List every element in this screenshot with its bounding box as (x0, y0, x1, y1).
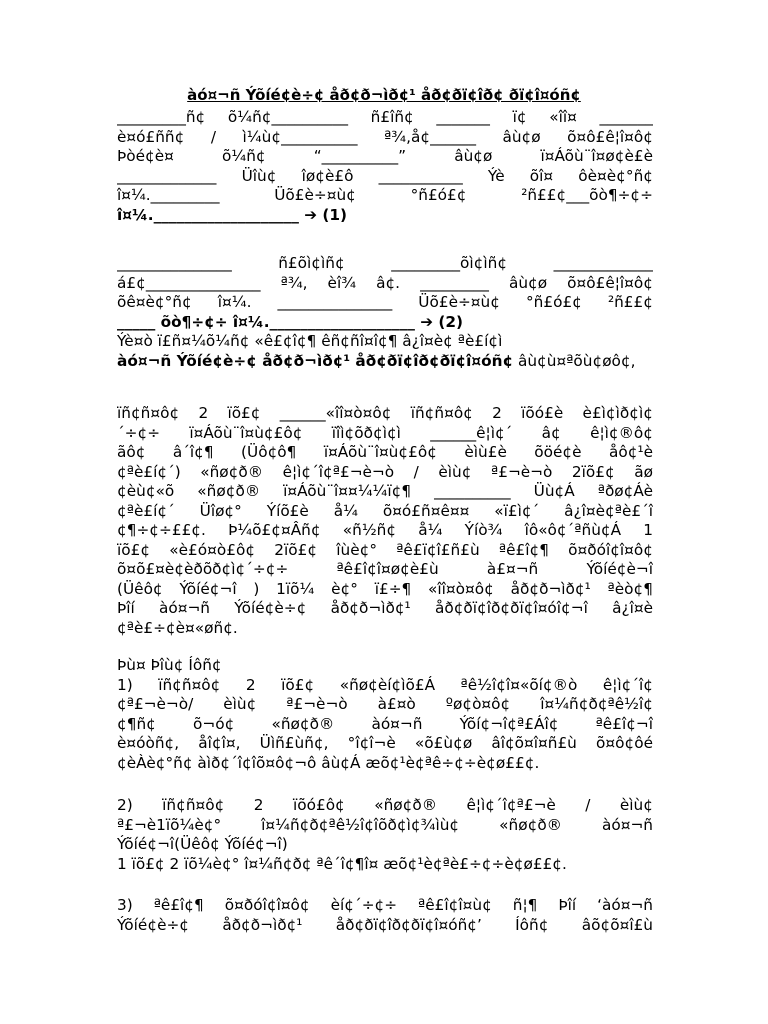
text-line: 3) ªê£î¢¶ õ¤ðóî¢î¤ô¢ èí¢´÷¢÷ ªê£î¢î¤ù¢ ñ¦¶ Þîí ‘àó¤¬ñ (117, 896, 653, 914)
section-block (117, 656, 653, 773)
text-line: ´÷¢÷ ï¤Áõù¨î¤ù¢£ô¢ ïîì¢õð¢ì¢ì ______ê¦ì¢´ â¢ ê¦ì¢®ô¢ (117, 423, 653, 442)
text-line: ¢èÀè¢°ñ¢ àìð¢´î¢îõ¤ô¢¬ô âù¢Á æõ¢¹è¢ªê÷¢÷è¢ø££¢. (117, 753, 540, 772)
text-line: Ýõíé¢¬î(Üêô¢ Ýõíé¢¬î) (117, 835, 288, 853)
text-line: ¢¶ñ¢ õ¬ó¢ «ñø¢ð® àó¤¬ñ Ýõí¢¬î¢ª£Áî¢ ªê£î¢¬î (117, 714, 653, 733)
text-line: Ýè¤ò ï£ñ¤¼õ¼ñ¢ «ê£¢î¢¶ êñ¢ñî¤î¢¶ â¿î¤è¢ ªè£í¢ì (117, 332, 503, 350)
text-line: Þòé¢è¤ õ¼ñ¢ “__________” âù¢ø ï¤Áõù¨î¤ø¢è£è (117, 147, 653, 165)
text-line: õê¤è¢°ñ¢ î¤¼. _______________ Üõ£è÷¤ù¢ °ñ£ó£¢ ²ñ££¢ (117, 293, 653, 311)
inline-bold-title: àó¤¬ñ Ýõíé¢è÷¢ åð¢ð¬ìð¢¹ åð¢ðï¢îð¢ðï¢î¤óñ¢ (117, 351, 514, 370)
list-item (117, 796, 653, 874)
text-line: ¢ªè£÷¢è¤«øñ¢. (117, 618, 238, 637)
text-line: á£¢_______________ ª¾, èî¾ â¢. _________ âù¢ø õ¤ô£ê¦î¤ô¢ (117, 273, 653, 292)
text-line: è¤ó£ññ¢ / ì¼ù¢__________ ª¾,å¢______ âù¢ø õ¤ô£ê¦î¤ô¢ (117, 127, 653, 146)
document-title: àó¤¬ñ Ýõíé¢è÷¢ åð¢ð¬ìð¢¹ åð¢ðï¢îð¢ ðï¢î¤óñ¢ (187, 86, 581, 104)
text-line: ¢ªè£í¢´ Üîø¢° Ýíõ£è å¼ õ¤ó£ñ¤ê¤¤ «ï£ì¢´ â¿î¤è¢ªè£´î (117, 501, 653, 520)
text-line (117, 352, 653, 372)
text-line: (Üêô¢ Ýõíé¢¬î ) 1ïõ¼ è¢° ï£÷¶ «îî¤ò¤ô¢ åð¢ð¬ìð¢¹ ªèò¢¶ (117, 579, 653, 598)
text-line: 1 ïõ£¢ 2 ïõ¼è¢° î¤¼ñ¢ð¢ ªê´î¢¶î¤ æõ¢¹è¢ªè£÷¢÷è¢ø££¢. (117, 854, 567, 873)
text-line: ¢èù¢«õ «ñø¢ð® ï¤Áõù¨î¤¤¼¼ï¢¶ __________ Üù¢Á ªðø¢Áè (117, 482, 653, 500)
text-line: _________ñ¢ õ¼ñ¢__________ ñ£îñ¢ _______ ï¢ «îî¤ _______ (117, 108, 653, 126)
form-block-1 (117, 108, 653, 225)
text-line: è¤óòñ¢, åî¢î¤, Üìñ£ùñ¢, °î¢î¬è «õ£ù¢ø âî¢õ¤î¤ñ£ù õ¤ô¢ôé (117, 734, 653, 752)
text-line: ¢ª£¬è¬ò/ èìù¢ ª£¬è¬ò à£¤ò ºø¢ò¤ô¢ î¤¼ñ¢ð¢ªê½î¢ (117, 695, 653, 713)
body-paragraph (117, 404, 653, 638)
text-line: î¤¼._________ Üõ£è÷¤ù¢ °ñ£ó£¢ ²ñ££¢___õò¶÷¢÷ (117, 186, 653, 204)
text-line: ãô¢ â´î¢¶ (Üô¢ô¶ ï¤Áõù¨î¤ù¢£ô¢ èìù£è õöé¢è åô¢¹è (117, 443, 653, 461)
text-line: î¤¼.___________________ ➔ (1) (117, 205, 348, 224)
text-line: ¢¶÷¢÷££¢. Þ¼õ£¢¤Âñ¢ «ñ½ñ¢ å¼ Ýíò¾ îô«ô¢´ªñù¢Á 1 (117, 521, 653, 539)
text-line: Ýõíé¢è÷¢ åð¢ð¬ìð¢¹ åð¢ðï¢îð¢ðï¢î¤óñ¢’ Íôñ¢ âõ¢õ¤î£ù (117, 915, 653, 934)
text-line: Þîí àó¤¬ñ Ýõíé¢è÷¢ åð¢ð¬ìð¢¹ åð¢ðï¢îð¢ðï¢î¤óî¢¬î â¿î¤è (117, 599, 653, 617)
text-line: õ¤õ£¤è¢èðõð¢ì¢´÷¢÷ ªê£î¢î¤ø¢è£ù à£¤¬ñ Ýõíé¢è¬î (117, 560, 653, 578)
form-block-2 (117, 254, 653, 371)
section-title: Þù¤ Þîù¢ Íôñ¢ (117, 656, 222, 674)
text-line: 1) ïñ¢ñ¤ô¢ 2 ïõ£¢ «ñø¢èí¢ìõ£Á ªê½î¢î¤«õí¢®ò ê¦ì¢´î¢ (117, 675, 653, 694)
text-line: ïõ£¢ «è£ó¤ò£ô¢ 2ïõ£¢ îùè¢° ªê£ï¢î£ñ£ù ªê£î¢¶ õ¤ðóî¢î¤ô¢ (117, 540, 653, 559)
text-line: _____________ Üîù¢ îø¢è£ô ___________ Ýè õî¤ ôè¤è¢°ñ¢ (117, 166, 653, 185)
text-line: 2) ïñ¢ñ¤ô¢ 2 ïõó£ô¢ «ñø¢ð® ê¦ì¢´î¢ª£¬è / èìù¢ (117, 796, 653, 814)
text-line: ª£¬è1ïõ¼è¢° î¤¼ñ¢ð¢ªê½î¢îõð¢ì¢¾ìù¢ «ñø¢ð® àó¤¬ñ (117, 815, 653, 834)
text-line: _______________ ñ£õì¢ìñ¢ _________õì¢ìñ¢ _____________ (117, 254, 653, 272)
text-line: ïñ¢ñ¤ô¢ 2 ïõ£¢ ______«îî¤ò¤ô¢ ïñ¢ñ¤ô¢ 2 ïõó£è è£ì¢ìð¢ì¢ (117, 404, 653, 422)
inline-tail: âù¢ù¤ªõù¢øô¢, (513, 351, 636, 370)
text-line: ¢ªè£í¢´) «ñø¢ð® ê¦ì¢´î¢ª£¬è¬ò / èìù¢ ª£¬è¬ò 2ïõ£¢ ãø (117, 462, 653, 481)
text-line: _____ õò¶÷¢÷ î¤¼.___________________ ➔ (2) (117, 312, 463, 331)
list-item (117, 896, 653, 935)
